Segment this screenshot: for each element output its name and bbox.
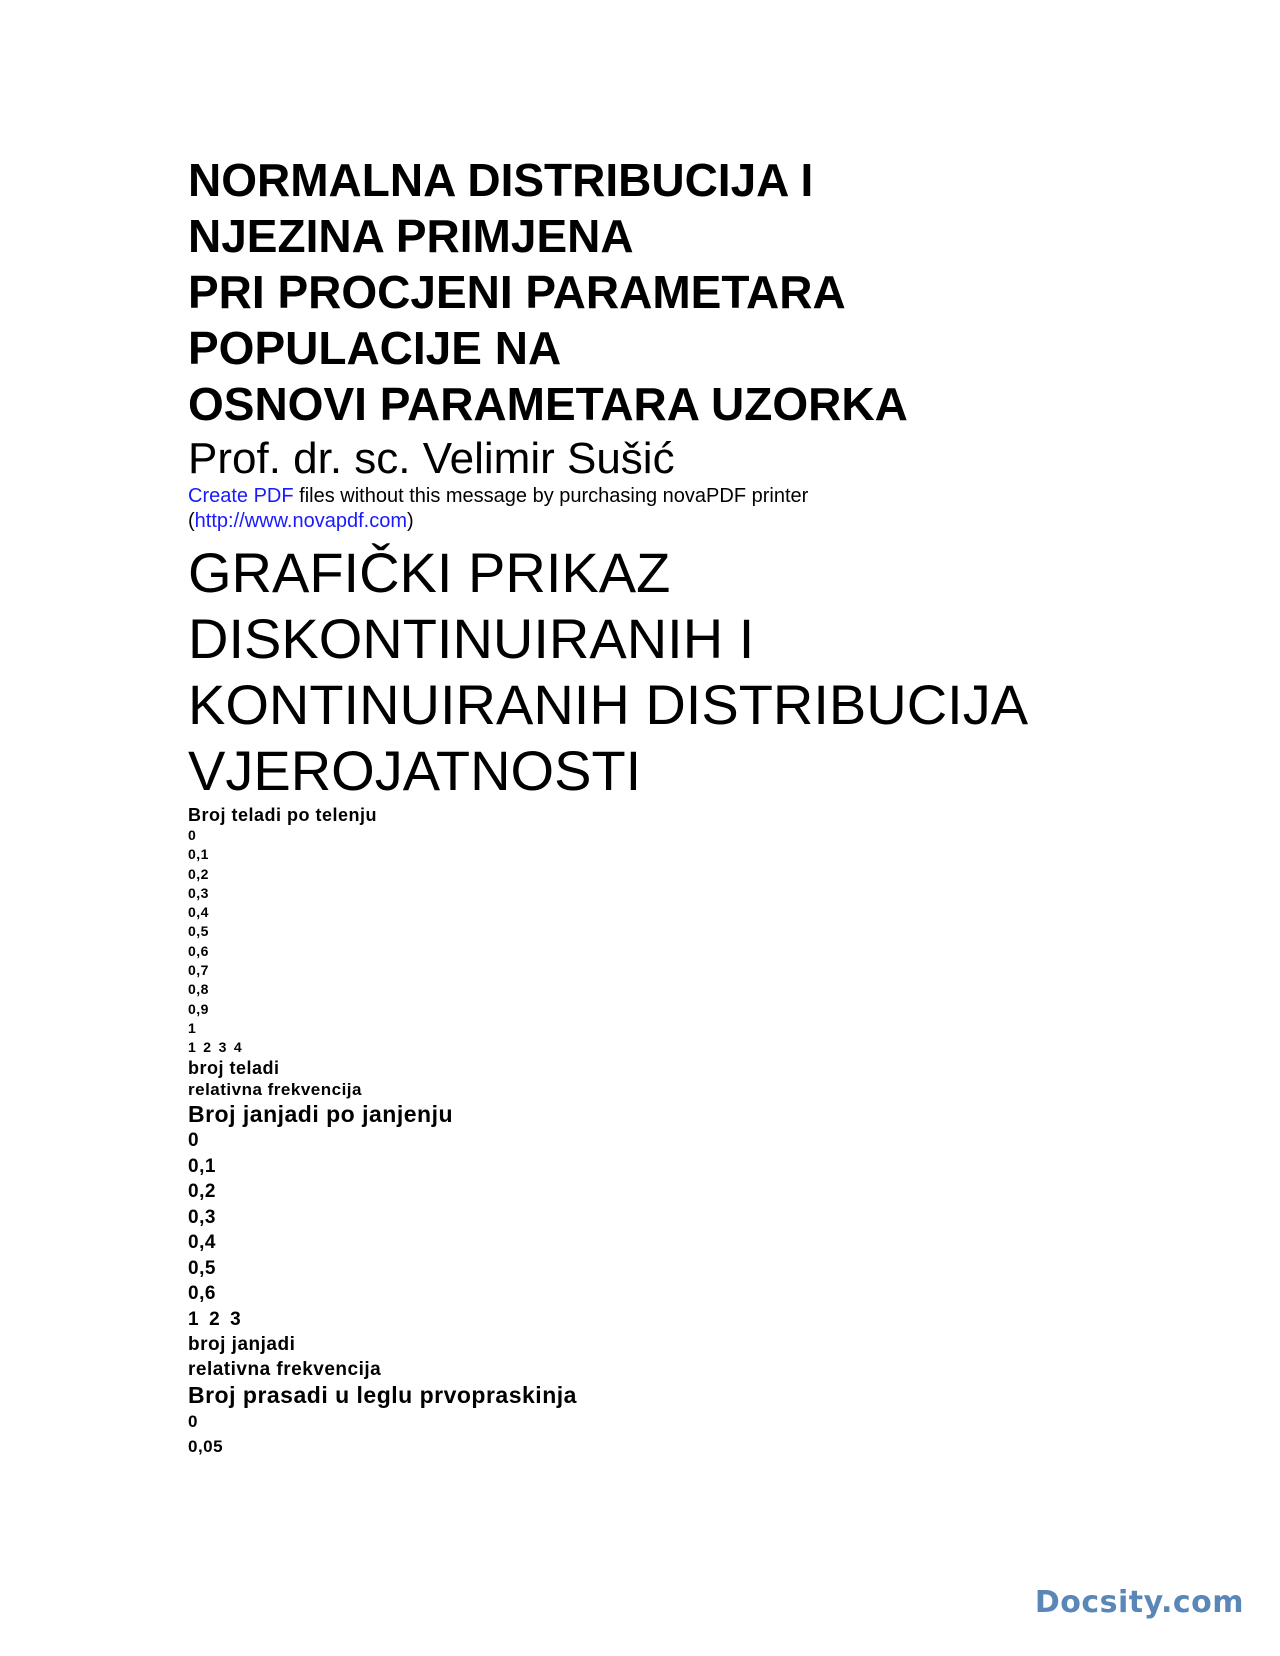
document-title — [188, 152, 1188, 432]
chart-title: Broj teladi po telenju — [188, 805, 378, 825]
x-tick-label: 4 — [233, 1039, 243, 1056]
title-line: OSNOVI PARAMETARA UZORKA — [188, 378, 908, 430]
x-axis-ticks — [188, 1038, 1188, 1057]
y-axis-ticks — [188, 1128, 1188, 1307]
author-name: Prof. dr. sc. Velimir Sušić — [188, 434, 675, 483]
y-tick-label: 0,1 — [188, 846, 209, 863]
y-tick-label: 0 — [188, 827, 197, 843]
chart-piglets — [188, 1382, 1188, 1459]
x-tick-label: 2 — [203, 1039, 212, 1056]
x-tick-label: 3 — [218, 1039, 227, 1056]
x-axis-label: broj teladi — [188, 1058, 280, 1079]
section-title-line: GRAFIČKI PRIKAZ — [188, 541, 671, 604]
title-line: POPULACIJE NA — [188, 322, 562, 374]
x-tick-label: 1 — [188, 1039, 197, 1056]
x-tick-label: 2 — [209, 1308, 221, 1330]
pdf-notice — [188, 484, 1188, 534]
chart-title: Broj janjadi po janjenju — [188, 1101, 454, 1128]
section-title-line: DISKONTINUIRANIH I — [188, 607, 755, 670]
x-tick-label: 3 — [230, 1308, 242, 1330]
title-line: NJEZINA PRIMJENA — [188, 210, 634, 262]
y-tick-label: 0 — [188, 1130, 200, 1152]
x-axis-ticks — [188, 1307, 1188, 1332]
y-tick-label: 0,5 — [188, 923, 209, 940]
y-tick-label: 0,2 — [188, 1181, 216, 1203]
chart-title: Broj prasadi u leglu prvopraskinja — [188, 1381, 577, 1408]
x-tick-label: 1 — [188, 1308, 200, 1330]
section-title — [188, 540, 1188, 804]
y-axis-ticks — [188, 826, 1188, 1038]
y-tick-label: 0,05 — [188, 1436, 224, 1456]
y-tick-label: 0,5 — [188, 1257, 216, 1279]
y-tick-label: 0,6 — [188, 942, 209, 959]
notice-text: files without this message by purchasing novaPDF printer — [293, 485, 809, 507]
title-line: PRI PROCJENI PARAMETARA — [188, 266, 846, 318]
document-page — [188, 152, 1188, 1459]
title-line: NORMALNA DISTRIBUCIJA I — [188, 154, 814, 206]
y-axis-label: relativna frekvencija — [188, 1358, 382, 1380]
y-tick-label: 0 — [188, 1411, 198, 1431]
create-pdf-link[interactable]: Create PDF — [188, 485, 294, 507]
chart-lambs — [188, 1101, 1188, 1382]
y-tick-label: 0,4 — [188, 1232, 216, 1254]
y-tick-label: 0,8 — [188, 981, 209, 998]
notice-paren-close: ) — [407, 510, 414, 532]
y-tick-label: 0,3 — [188, 1206, 216, 1228]
y-axis-label: relativna frekvencija — [188, 1080, 362, 1100]
novapdf-url-link[interactable]: http://www.novapdf.com — [194, 510, 407, 532]
y-tick-label: 0,4 — [188, 904, 209, 921]
y-tick-label: 1 — [188, 1019, 197, 1036]
section-title-line: KONTINUIRANIH DISTRIBUCIJA — [188, 673, 1029, 736]
y-tick-label: 0,6 — [188, 1283, 216, 1305]
docsity-watermark: Docsity.com — [1034, 1585, 1244, 1620]
x-axis-label: broj janjadi — [188, 1333, 296, 1355]
y-tick-label: 0,3 — [188, 884, 209, 901]
y-tick-label: 0,7 — [188, 962, 209, 979]
chart-calves — [188, 804, 1188, 1101]
y-tick-label: 0,2 — [188, 865, 209, 882]
section-title-line: VJEROJATNOSTI — [188, 739, 642, 802]
y-axis-ticks — [188, 1409, 1188, 1459]
notice-paren-open: ( — [188, 510, 195, 532]
y-tick-label: 0,9 — [188, 1000, 209, 1017]
y-tick-label: 0,1 — [188, 1155, 216, 1177]
